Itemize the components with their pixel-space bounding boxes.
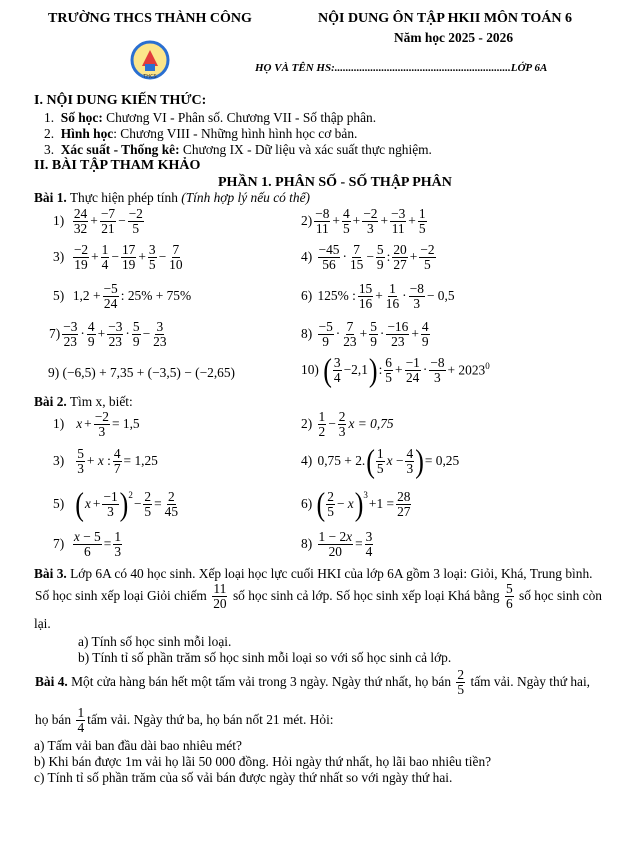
bai2-expr-8: 8) $\frac{1 - 2x}{20}$ = $\frac{3}{4}$ <box>301 529 373 560</box>
bai2-expr-6: 6) ( $\frac{2}{5}$ − x ) $^3$ +1 = $\frac{28}{27}$ <box>301 485 411 523</box>
bai3-line2: Số học sinh xếp loại Giỏi chiếm $\frac{11}{20}$ số học sinh cả lớp. Số học sinh xếp loại Khá bằng $\frac{5}{6}$ số học sinh còn <box>35 581 602 612</box>
bai4-question-b: b) Khi bán được 1m vải họ lãi 50 000 đồng. Hỏi ngày thứ nhất, họ lãi bao nhiêu tiền? <box>34 754 492 769</box>
bai1-expr-2: 2) $\frac{-8}{11}$ + $\frac{4}{5}$ + $\frac{-2}{3}$ + $\frac{-3}{11}$ + $\frac{1}{5}$ <box>301 206 426 237</box>
bai2-expr-4: 4) 0,75 + 2. ( $\frac{1}{5}$ x − $\frac{4}{3}$ ) = 0,25 <box>301 442 460 480</box>
bai1-expr-6: 6) 125% : $\frac{15}{16}$ + $\frac{1}{16}$ · $\frac{-8}{3}$ − 0,5 <box>301 281 455 312</box>
bai3-question-a: a) Tính số học sinh mỗi loại. <box>78 634 232 649</box>
bai2-expr-1: 1) x + $\frac{-2}{3}$ = 1,5 <box>53 409 140 440</box>
bai1-expr-10: 10) ( $\frac{3}{4}$ −2,1 ) : $\frac{6}{5}$ + $\frac{-1}{24}$ · $\frac{-8}{3}$ + $2023^0$ <box>301 351 490 389</box>
bai2-expr-2: 2) $\frac{1}{2}$ − $\frac{2}{3}$ x = 0,75 <box>301 409 394 440</box>
section1-item-2: 2. Hình học: Chương VIII - Những hình hình học cơ bản. <box>44 126 358 141</box>
bai1-expr-5: 5) 1,2 + $\frac{-5}{24}$ : 25% + 75% <box>53 281 192 312</box>
bai1-expr-3: 3) $\frac{-2}{19}$ + $\frac{1}{4}$ − $\frac{17}{19}$ + $\frac{3}{5}$ − $\frac{7}{10}$ <box>53 242 183 273</box>
bai2-prompt: Bài 2. Tìm x, biết: <box>34 394 133 409</box>
bai1-expr-8: 8) $\frac{-5}{9}$ · $\frac{7}{23}$ + $\frac{5}{9}$ · $\frac{-16}{23}$ + $\frac{4}{9}$ <box>301 319 429 350</box>
bai1-expr-4: 4) $\frac{-45}{56}$ · $\frac{7}{15}$ − $\frac{5}{9}$ : $\frac{20}{27}$ + $\frac{-2}{5}$ <box>301 242 435 273</box>
bai4-question-c: c) Tính tỉ số phần trăm của số vải bán được ngày thứ nhất so với ngày thứ hai. <box>34 770 453 785</box>
school-year: Năm học 2025 - 2026 <box>394 30 514 45</box>
school-logo <box>130 40 170 80</box>
bai2-expr-5: 5) ( x + $\frac{-1}{3}$ ) $^2$ − $\frac{2}{5}$ = $\frac{2}{45}$ <box>53 485 179 523</box>
bai4-line2: họ bán $\frac{1}{4}$ tấm vải. Ngày thứ ba, họ bán nốt 21 mét. Hỏi: <box>35 705 334 736</box>
section1-item-1: 1. Số học: Chương VI - Phân số. Chương VII - Số thập phân. <box>44 110 377 125</box>
section1-item-3: 3. Xác suất - Thống kê: Chương IX - Dữ liệu và xác suất thực nghiệm. <box>44 142 432 157</box>
bai3-question-b: b) Tính tỉ số phần trăm số học sinh mỗi loại so với số học sinh cả lớp. <box>78 650 452 665</box>
bai2-expr-7: 7) $\frac{x - 5}{6}$ = $\frac{1}{3}$ <box>53 529 122 560</box>
logo-text: THCS <box>143 74 157 80</box>
section2-heading: II. BÀI TẬP THAM KHẢO <box>34 158 201 173</box>
bai3-line1: Bài 3. Lớp 6A có 40 học sinh. Xếp loại học lực cuối HKI của lớp 6A gồm 3 loại: Giỏi, Khá, Trung bình. <box>34 566 593 581</box>
bai4-question-a: a) Tấm vải ban đầu dài bao nhiêu mét? <box>34 738 242 753</box>
bai1-prompt: Bài 1. Thực hiện phép tính (Tính hợp lý nếu có thể) <box>34 190 310 205</box>
document-title: NỘI DUNG ÔN TẬP HKII MÔN TOÁN 6 <box>318 11 572 26</box>
student-info-line: HỌ VÀ TÊN HS:................................................................LỚP 6A <box>255 62 548 74</box>
bai3-line3: lại. <box>34 616 51 631</box>
bai4-line1: Bài 4. Một cửa hàng bán hết một tấm vải trong 3 ngày. Ngày thứ nhất, họ bán $\frac{2}{5}$ tấm vải. Ngày thứ hai, <box>35 667 591 698</box>
bai1-expr-1: 1) $\frac{24}{32}$ + $\frac{-7}{21}$ − $\frac{-2}{5}$ <box>53 206 143 237</box>
section1-heading: I. NỘI DUNG KIẾN THỨC: <box>34 93 207 108</box>
part1-title: PHẦN 1. PHÂN SỐ - SỐ THẬP PHÂN <box>218 175 452 190</box>
bai2-expr-3: 3) $\frac{5}{3}$ + x : $\frac{4}{7}$ = 1,25 <box>53 446 158 477</box>
bai1-expr-9: 9) (−6,5) + 7,35 + (−3,5) − (−2,65) <box>48 365 236 380</box>
school-name: TRƯỜNG THCS THÀNH CÔNG <box>48 11 252 26</box>
bai1-expr-7: 7) $\frac{-3}{23}$ · $\frac{4}{9}$ + $\frac{-3}{23}$ · $\frac{5}{9}$ − $\frac{3}{23}$ <box>49 319 167 350</box>
